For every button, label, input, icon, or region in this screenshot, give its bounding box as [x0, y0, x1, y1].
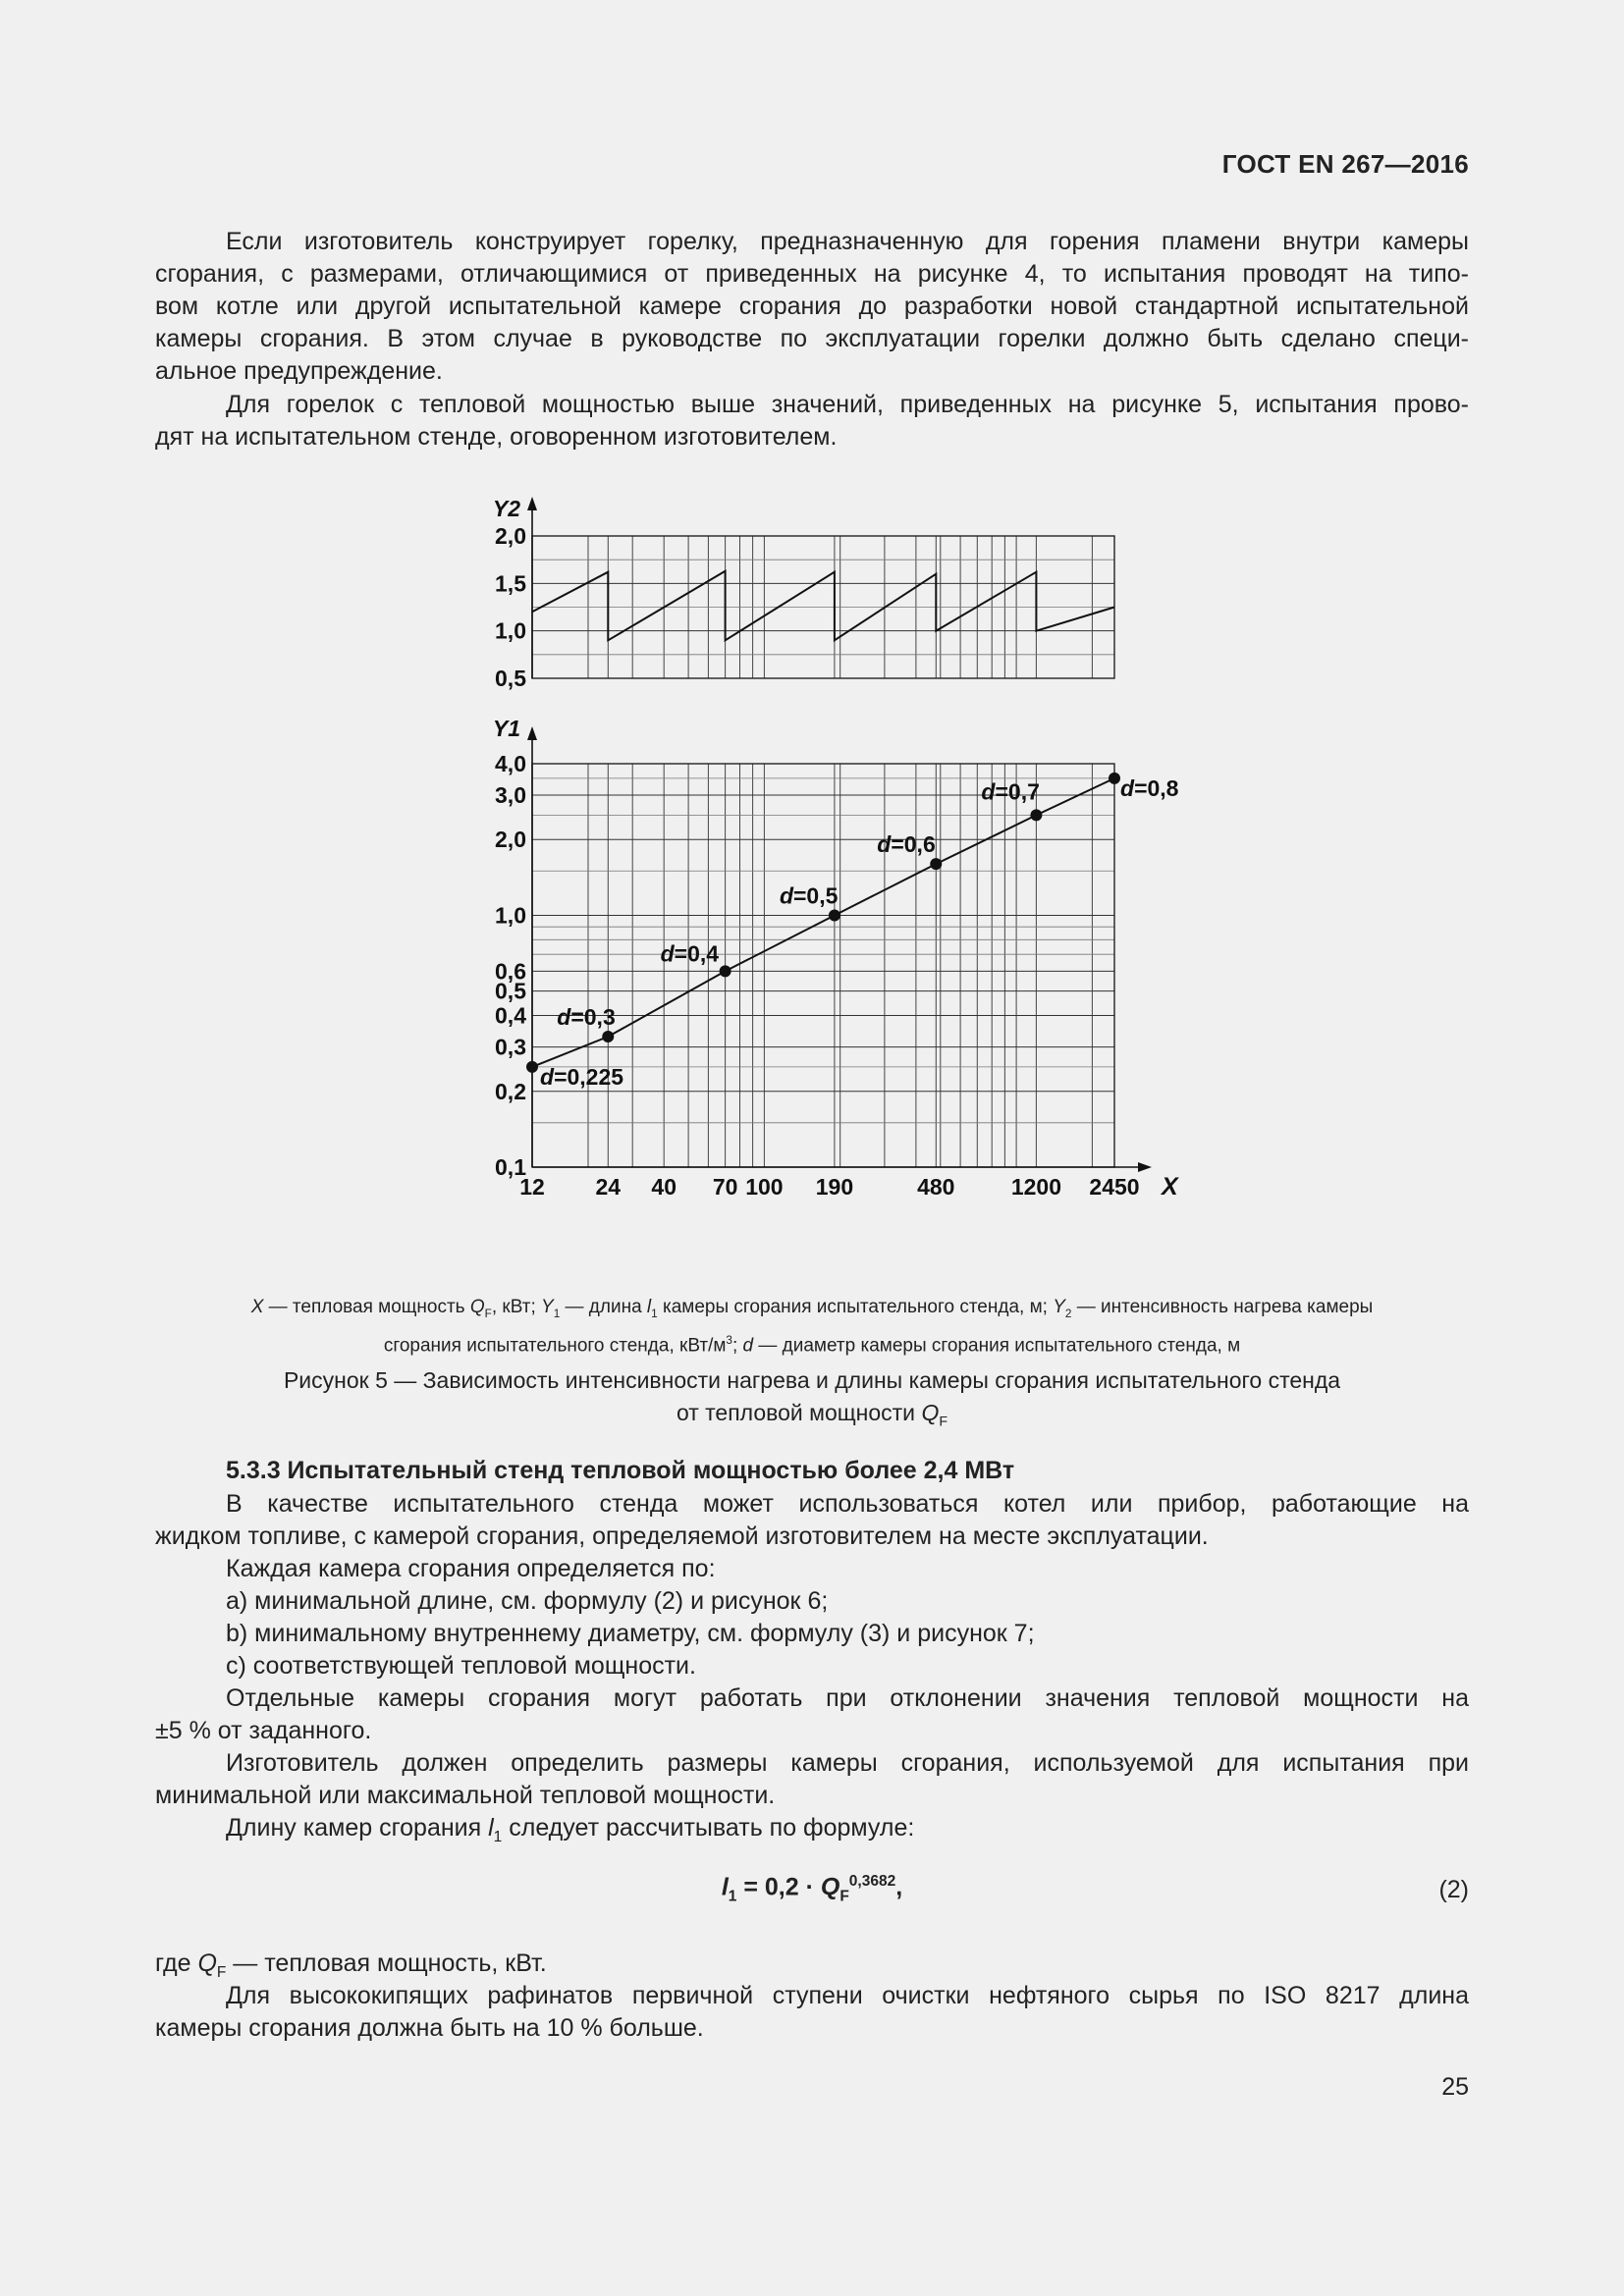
- text-line: минимальной или максимальной тепловой мощности.: [155, 1782, 776, 1809]
- y1-tick-label: 0,3: [495, 1034, 526, 1060]
- data-label: d=0,5: [779, 882, 839, 909]
- y1-tick-label: 0,2: [495, 1078, 526, 1104]
- data-point: [930, 858, 942, 870]
- text-line: В качестве испытательного стенда может использоваться котел или прибор, работающие на: [226, 1490, 1469, 1518]
- legend-line-1: X — тепловая мощность $Q_F$, кВт; $Y_1$ — длина $l_1$ камеры сгорания испытательного стенда, м; $Y_2$ — интенсивность нагрева камеры: [250, 1297, 1374, 1320]
- y1-tick-label: 4,0: [495, 751, 526, 776]
- y1-tick-label: 0,4: [495, 1002, 526, 1029]
- data-point: [1030, 809, 1042, 821]
- formula-where-line: где $Q_F$ — тепловая мощность, кВт.: [155, 1949, 547, 1981]
- text-line: камеры сгорания должна быть на 10 % больше.: [155, 2014, 704, 2042]
- data-point: [526, 1061, 538, 1073]
- text-line: сгорания, с размерами, отличающимися от приведенных на рисунке 4, то испытания проводят на типо-: [155, 260, 1469, 288]
- text-line: Отдельные камеры сгорания могут работать при отклонении значения тепловой мощности на: [226, 1684, 1469, 1712]
- text-line: Для горелок с тепловой мощностью выше значений, приведенных на рисунке 5, испытания прово-: [226, 391, 1469, 418]
- text-line: Изготовитель должен определить размеры камеры сгорания, используемой для испытания при: [226, 1749, 1469, 1777]
- data-label: d=0,6: [877, 831, 936, 858]
- x-axis-label: X: [1162, 1173, 1178, 1201]
- section-paragraph-1: [155, 1488, 1469, 1553]
- y1-tick-label: 0,1: [495, 1154, 526, 1180]
- y1-tick-label: 0,5: [495, 978, 526, 1004]
- x-tick-label: 1200: [1010, 1174, 1062, 1200]
- section-paragraph-4: [155, 1747, 1469, 1812]
- section-paragraph-3: [155, 1682, 1469, 1747]
- y2-tick-label: 1,5: [495, 570, 526, 597]
- text-line: дят на испытательном стенде, оговоренном изготовителем.: [155, 423, 838, 451]
- y2-tick-label: 2,0: [495, 523, 526, 549]
- formula-number: (2): [1438, 1876, 1469, 1903]
- text-line: ±5 % от заданного.: [155, 1717, 372, 1744]
- document-header: ГОСТ EN 267—2016: [1221, 149, 1469, 179]
- text-line: Для высококипящих рафинатов первичной ступени очистки нефтяного сырья по ISO 8217 длина: [226, 1982, 1469, 2009]
- y1-tick-label: 3,0: [495, 782, 526, 809]
- y1-axis-label: Y1: [492, 716, 520, 741]
- section-paragraph-6: [155, 1980, 1469, 2045]
- y1-series-line: [532, 778, 1114, 1067]
- x-tick-label: 24: [595, 1174, 622, 1200]
- data-point: [1109, 773, 1120, 784]
- data-point: [720, 965, 731, 977]
- text-line: камеры сгорания. В этом случае в руководстве по эксплуатации горелки должно быть сделано специ-: [155, 325, 1469, 352]
- y2-axis-label: Y2: [492, 496, 520, 521]
- y1-tick-label: 0,6: [495, 958, 526, 985]
- x-axis-arrow: [1138, 1162, 1152, 1172]
- x-tick-label: 12: [519, 1174, 545, 1200]
- data-label: d=0,4: [660, 940, 720, 967]
- x-tick-label: 70: [712, 1174, 738, 1200]
- intro-paragraph-2: [155, 389, 1469, 454]
- x-tick-label: 480: [917, 1174, 955, 1200]
- x-tick-label: 190: [815, 1174, 854, 1200]
- text-line: жидком топливе, с камерой сгорания, определяемой изготовителем на месте эксплуатации.: [155, 1522, 1209, 1550]
- data-point: [602, 1031, 614, 1042]
- data-label: d=0,8: [1120, 774, 1179, 801]
- data-point: [829, 909, 840, 921]
- y1-tick-label: 1,0: [495, 902, 526, 929]
- figure-caption: [155, 1364, 1469, 1439]
- legend-line-2: сгорания испытательного стенда, кВт/$м^3$; d — диаметр камеры сгорания испытательного стенда, м: [383, 1333, 1241, 1357]
- y1-tick-label: 2,0: [495, 827, 526, 853]
- section-heading: 5.3.3 Испытательный стенд тепловой мощностью более 2,4 МВт: [226, 1457, 1015, 1484]
- text-line: Если изготовитель конструирует горелку, предназначенную для горения пламени внутри камеры: [226, 228, 1469, 255]
- section-paragraph-5: Длину камер сгорания $l_1$ следует рассчитывать по формуле:: [226, 1814, 915, 1845]
- y2-series-line: [532, 571, 1114, 641]
- text-line: вом котле или другой испытательной камере сгорания до разработки новой стандартной испытательной: [155, 293, 1469, 320]
- list-item: c) соответствующей тепловой мощности.: [226, 1652, 696, 1680]
- y2-tick-label: 1,0: [495, 617, 526, 644]
- list-item: a) минимальной длине, см. формулу (2) и рисунок 6;: [226, 1587, 829, 1615]
- formula-2: $l_1 = 0,2 \cdot Q_F^{0,3682}$,: [721, 1873, 903, 1905]
- y1-plot-frame: [532, 764, 1114, 1167]
- data-label: d=0,7: [981, 778, 1040, 805]
- x-tick-label: 100: [745, 1174, 784, 1200]
- y2-tick-label: 0,5: [495, 666, 526, 691]
- section-paragraph-2: Каждая камера сгорания определяется по:: [226, 1555, 716, 1582]
- y1-axis-arrow: [527, 726, 537, 740]
- list-item: b) минимальному внутреннему диаметру, см. формулу (3) и рисунок 7;: [226, 1620, 1035, 1647]
- page-number: 25: [1441, 2073, 1469, 2101]
- figure-legend: [155, 1294, 1469, 1359]
- x-tick-label: 40: [651, 1174, 677, 1200]
- caption-line-2: от тепловой мощности $Q_F$: [676, 1400, 948, 1430]
- data-label: d=0,3: [557, 1003, 616, 1030]
- y2-axis-arrow: [527, 497, 537, 510]
- data-label: d=0,225: [540, 1063, 624, 1090]
- caption-line-1: Рисунок 5 — Зависимость интенсивности нагрева и длины камеры сгорания испытательного стенда: [283, 1367, 1341, 1393]
- intro-paragraph-1: [155, 226, 1469, 388]
- text-line: альное предупреждение.: [155, 357, 443, 385]
- x-tick-label: 2450: [1089, 1174, 1140, 1200]
- figure-5-chart: [471, 489, 1218, 1215]
